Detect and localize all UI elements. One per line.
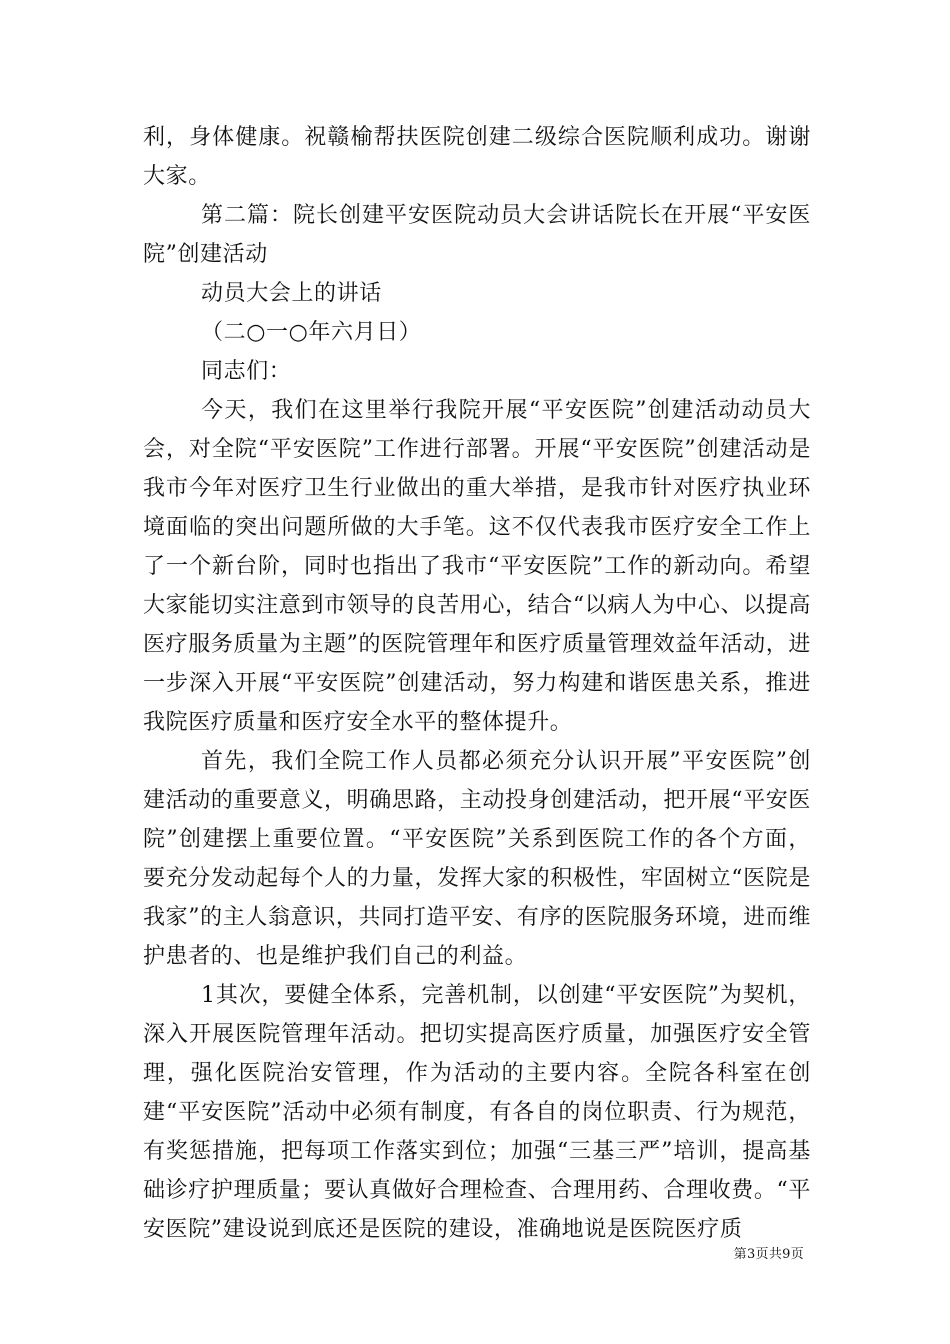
paragraph: 首先，我们全院工作人员都必须充分认识开展”平安医院”创建活动的重要意义，明确思路，主动投身创建活动，把开展“平安医院”创建摆上重要位置。“平安医院”关系到医院工作的各个方面，要充分发动起每个人的力量，发挥大家的积极性，牢固树立“医院是我家”的主人翁意识，共同打造平安、有序的医院服务环境，进而维护患者的、也是维护我们自己的利益。 bbox=[143, 749, 811, 969]
paragraph: 利，身体健康。祝赣榆帮扶医院创建二级综合医院顺利成功。谢谢大家。 bbox=[143, 125, 811, 189]
paragraph: 1其次，要健全体系，完善机制，以创建“平安医院”为契机，深入开展医院管理年活动。把切实提高医疗质量，加强医疗安全管理，强化医院治安管理，作为活动的主要内容。全院各科室在创建“平安医院”活动中必须有制度，有各自的岗位职责、行为规范，有奖惩措施，把每项工作落实到位；加强“三基三严”培训，提高基础诊疗护理质量；要认真做好合理检查、合理用药、合理收费。“平安医院”建设说到底还是医院的建设，准确地说是医院医疗质 bbox=[143, 983, 811, 1242]
paragraph: 今天，我们在这里举行我院开展“平安医院”创建活动动员大会，对全院“平安医院”工作进行部署。开展“平安医院”创建活动是我市今年对医疗卫生行业做出的重大举措，是我市针对医疗执业环境面临的突出问题所做的大手笔。这不仅代表我市医疗安全工作上了一个新台阶，同时也指出了我市“平安医院”工作的新动向。希望大家能切实注意到市领导的良苦用心，结合“以病人为中心、以提高医疗服务质量为主题”的医院管理年和医疗质量管理效益年活动，进一步深入开展“平安医院”创建活动，努力构建和谐医患关系，推进我院医疗质量和医疗安全水平的整体提升。 bbox=[143, 398, 811, 735]
document-body bbox=[143, 118, 811, 1249]
paragraph: 同志们： bbox=[201, 359, 292, 384]
paragraph: 动员大会上的讲话 bbox=[201, 281, 382, 306]
page-number: 第3页共9页 bbox=[733, 1247, 804, 1262]
paragraph: （二○一○年六月日） bbox=[201, 320, 422, 345]
paragraph: 第二篇：院长创建平安医院动员大会讲话院长在开展“平安医院”创建活动 bbox=[143, 203, 811, 267]
